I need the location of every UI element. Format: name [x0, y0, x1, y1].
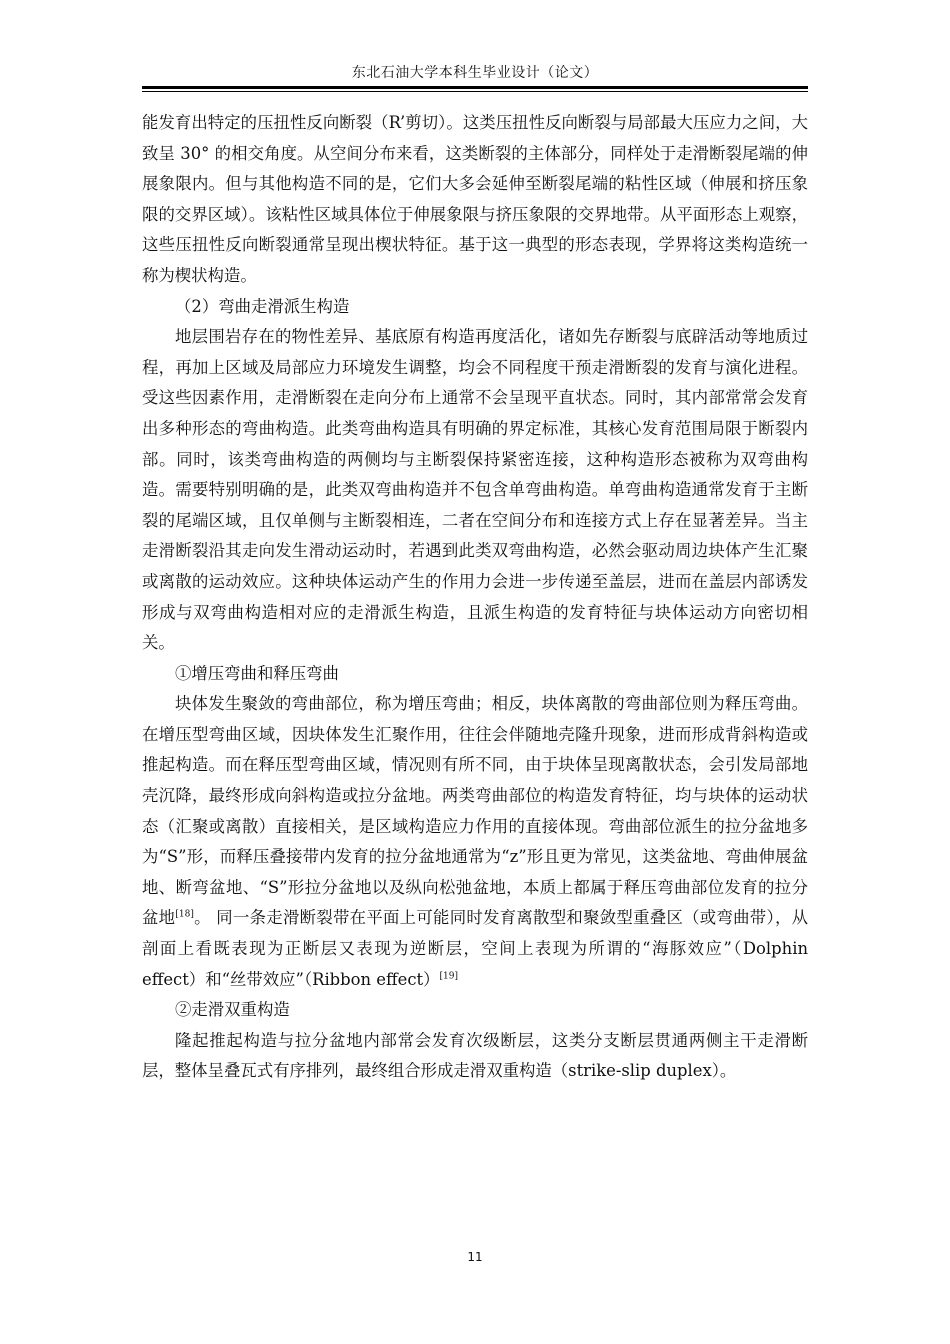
subheading-duplex: ②走滑双重构造 — [175, 1000, 290, 1020]
header-rule-thick — [142, 86, 808, 89]
subheading-restraining-releasing: ①增压弯曲和释压弯曲 — [175, 663, 339, 683]
paragraph-part-a: 块体发生聚敛的弯曲部位，称为增压弯曲；相反，块体离散的弯曲部位则为释压弯曲。在增压型弯曲区域，因块体发生汇聚作用，往往会伴随地壳隆升现象，进而形成背斜构造或推起构造。而在释压型弯曲区域，情况则有所不同，由于块体呈现离散状态，会引发局部地壳沉降，最终形成向斜构造或拉分盆地。两类弯曲部位的构造发育特征，均与块体的运动状态（汇聚或离散）直接相关，是区域构造应力作用的直接体现。弯曲部位派生的拉分盆地多为“S”形，而释压叠接带内发育的拉分盆地通常为“z”形且更为常见，这类盆地、弯曲伸展盆地、断弯盆地、“S”形拉分盆地以及纵向松弛盆地，本质上都属于释压弯曲部位发育的拉分盆地 — [142, 694, 808, 928]
header-rule-thin — [142, 91, 808, 92]
paragraph-bend-structures: 地层围岩存在的物性差异、基底原有构造再度活化，诸如先存断裂与底辟活动等地质过程，再加上区域及局部应力环境发生调整，均会不同程度干预走滑断裂的发育与演化进程。受这些因素作用，走滑断裂在走向分布上通常不会呈现平直状态。同时，其内部常常会发育出多种形态的弯曲构造。此类弯曲构造具有明确的界定标准，其核心发育范围局限于断裂内部。同时，该类弯曲构造的两侧均与主断裂保持紧密连接，这种构造形态被称为双弯曲构造。需要特别明确的是，此类双弯曲构造并不包含单弯曲构造。单弯曲构造通常发育于主断裂的尾端区域，且仅单侧与主断裂相连，二者在空间分布和连接方式上存在显著差异。当主走滑断裂沿其走向发生滑动运动时，若遇到此类双弯曲构造，必然会驱动周边块体产生汇聚或离散的运动效应。这种块体运动产生的作用力会进一步传递至盖层，进而在盖层内部诱发形成与双弯曲构造相对应的走滑派生构造，且派生构造的发育特征与块体运动方向密切相关。 — [142, 327, 808, 653]
page-number: 11 — [467, 1250, 483, 1264]
citation-18: [18] — [175, 909, 194, 920]
paragraph-restraining-releasing — [142, 689, 808, 995]
paragraph-wedge-structure: 能发育出特定的压扭性反向断裂（R’剪切）。这类压扭性反向断裂与局部最大压应力之间，大致呈 30° 的相交角度。从空间分布来看，这类断裂的主体部分，同样处于走滑断裂尾端的伸展象限内。但与其他构造不同的是，它们大多会延伸至断裂尾端的粘性区域（伸展和挤压象限的交界区域）。该粘性区域具体位于伸展象限与挤压象限的交界地带。从平面形态上观察，这些压扭性反向断裂通常呈现出楔状特征。基于这一典型的形态表现，学界将这类构造统一称为楔状构造。 — [142, 113, 808, 285]
citation-19: [19] — [439, 971, 458, 982]
paragraph-duplex: 隆起推起构造与拉分盆地内部常会发育次级断层，这类分支断层贯通两侧主干走滑断层，整体呈叠瓦式有序排列，最终组合形成走滑双重构造（strike-slip duplex）。 — [142, 1030, 808, 1081]
running-header: 东北石油大学本科生毕业设计（论文） — [351, 65, 599, 81]
section-heading-bend: （2）弯曲走滑派生构造 — [175, 296, 350, 316]
body-text — [142, 108, 808, 1087]
paragraph-part-b: 。 同一条走滑断裂带在平面上可能同时发育离散型和聚敛型重叠区（或弯曲带），从剖面上看既表现为正断层又表现为逆断层，空间上表现为所谓的“海豚效应”（Dolphin effect）和“丝带效应”（Ribbon effect） — [142, 908, 809, 989]
